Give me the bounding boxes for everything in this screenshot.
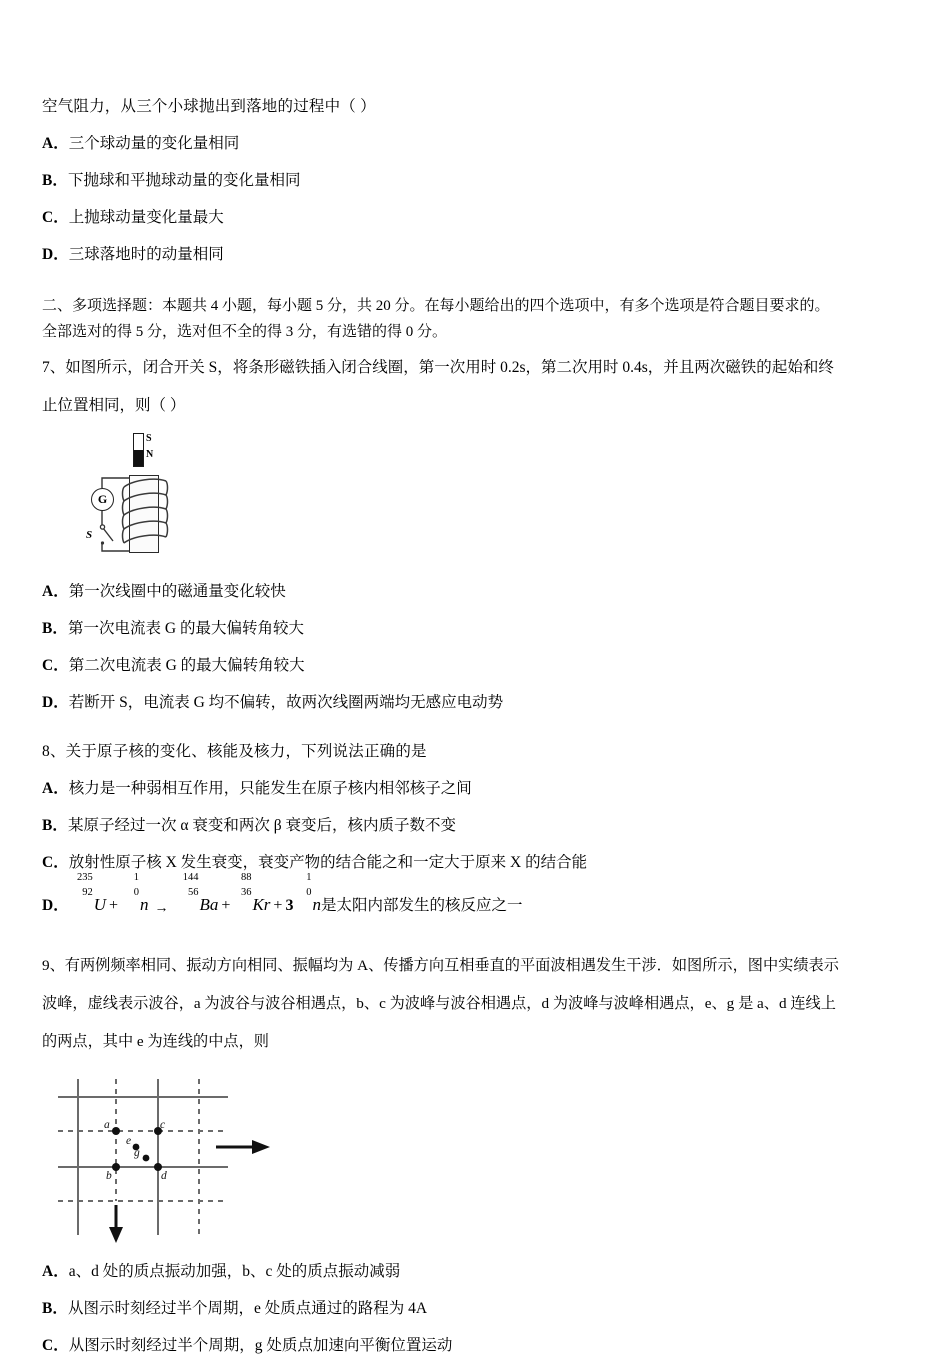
isotope-n1: 1 0 n [133,872,149,914]
q9-option-b [42,1290,922,1327]
option-label: D． [42,246,69,263]
plus-sign: + [108,897,119,914]
q8-option-d [42,872,922,933]
spacer-2 [42,1245,922,1253]
isotope-u235: 235 92 U [76,872,106,914]
point-label-c: c [160,1119,166,1131]
option-text: 第一次线圈中的磁通量变化较快 [68,583,286,600]
option-text: 第二次电流表 G 的最大偏转角较大 [68,657,305,674]
option-label: B． [42,172,68,189]
q7-option-b [42,610,922,647]
option-text: 核力是一种弱相互作用，只能发生在原子核内相邻核子之间 [68,780,472,797]
option-label: B． [42,817,68,834]
q8-stem: 8、关于原子核的变化、核能及核力，下列说法正确的是 [42,743,427,760]
option-label: C． [42,854,69,871]
point-label-a: a [104,1119,110,1131]
option-text: 三个球动量的变化量相同 [68,135,240,152]
option-text: 若断开 S，电流表 G 均不偏转，故两次线圈两端均无感应电动势 [68,694,504,711]
option-label: D． [42,694,69,711]
q7-stem-line-1: 7、如图所示，闭合开关 S，将条形磁铁插入闭合线圈，第一次用时 0.2s，第二次用时 0.4s，并且两次磁铁的起始和终 [42,359,834,376]
magnet-s-pole-label: S [146,433,152,444]
q7-stem [42,349,922,425]
q9-stem-line-3: 的两点，其中 e 为连线的中点，则 [42,1033,269,1050]
option-label: C． [42,657,69,674]
option-label: A． [42,135,69,152]
q9-stem [42,947,922,1061]
option-text: 三球落地时的动量相同 [68,246,224,263]
isotope-kr88: 88 36 Kr [240,872,271,914]
q7-circuit-figure [84,431,244,559]
q9-wave-figure [56,1075,286,1245]
plus-sign-3: + [273,897,283,914]
plus-sign-2: + [221,897,231,914]
q9-stem-line-2: 波峰，虚线表示波谷，a 为波谷与波谷相遇点，b、c 为波峰与波谷相遇点，d 为波峰与波峰相遇点，e、g 是 a、d 连线上 [42,995,836,1012]
galvanometer-icon [91,488,114,511]
isotope-ba144: 144 56 Ba [182,872,219,914]
neutron-coefficient: 3 [285,897,294,914]
option-label: C． [42,1337,69,1354]
option-label: A． [42,780,69,797]
q9-stem-line-1: 9、有两例频率相同、振动方向相同、振幅均为 A、传播方向互相垂直的平面波相遇发生干涉．如图所示，图中实绩表示 [42,957,839,974]
option-label: D． [42,897,69,914]
option-text: 放射性原子核 X 发生衰变，衰变产物的结合能之和一定大于原来 X 的结合能 [68,854,588,871]
point-label-e: e [126,1135,132,1147]
q7-option-c [42,647,922,684]
q8-option-a [42,770,922,807]
q6-option-b [42,162,922,199]
isotope-n1-product: 1 0 n [306,872,321,914]
option-label: C． [42,209,69,226]
section-two-line-1: 二、多项选择题：本题共 4 小题，每小题 5 分，共 20 分。在每小题给出的四个选项中，有多个选项是符合题目要求的。 [42,298,830,314]
point-label-d: d [161,1170,167,1182]
q7-option-a [42,573,922,610]
q9-option-c [42,1327,922,1364]
option-label: A． [42,583,69,600]
option-text: a、d 处的质点振动加强，b、c 处的质点振动减弱 [68,1263,401,1280]
q9-option-a [42,1253,922,1290]
q6-stem-tail: 空气阻力，从三个小球抛出到落地的过程中（ ） [42,98,376,115]
option-label: B． [42,620,68,637]
option-text: 从图示时刻经过半个周期，g 处质点加速向平衡位置运动 [68,1337,453,1354]
section-two-instructions [42,293,922,345]
point-label-b: b [106,1170,112,1182]
option-label: A． [42,1263,69,1280]
q6-option-c [42,199,922,236]
q8-option-b [42,807,922,844]
q7-option-d [42,684,922,721]
option-text: 第一次电流表 G 的最大偏转角较大 [68,620,304,637]
option-text: 从图示时刻经过半个周期，e 处质点通过的路程为 4A [68,1300,428,1317]
option-text: 上抛球动量变化量最大 [68,209,224,226]
galvanometer-label: G [97,492,108,506]
option-d-tail-text: 是太阳内部发生的核反应之一 [320,897,523,914]
spacer [42,559,922,573]
option-label: B． [42,1300,68,1317]
point-label-g: g [134,1147,140,1159]
page-content [42,88,922,1364]
switch-label: S [86,529,93,541]
q6-option-d [42,236,922,273]
section-two-line-2: 全部选对的得 5 分，选对但不全的得 3 分，有选错的得 0 分。 [42,324,448,340]
wave-interference-grid-svg [56,1075,286,1245]
propagation-arrow-right [216,1140,270,1154]
reaction-arrow: → [154,901,169,916]
q7-stem-line-2: 止位置相同，则（ ） [42,397,186,414]
q6-option-a [42,125,922,162]
option-text: 某原子经过一次 α 衰变和两次 β 衰变后，核内质子数不变 [68,817,457,834]
magnet-n-pole-label: N [146,449,154,460]
propagation-arrow-down [109,1205,123,1243]
option-text: 下抛球和平抛球动量的变化量相同 [68,172,301,189]
